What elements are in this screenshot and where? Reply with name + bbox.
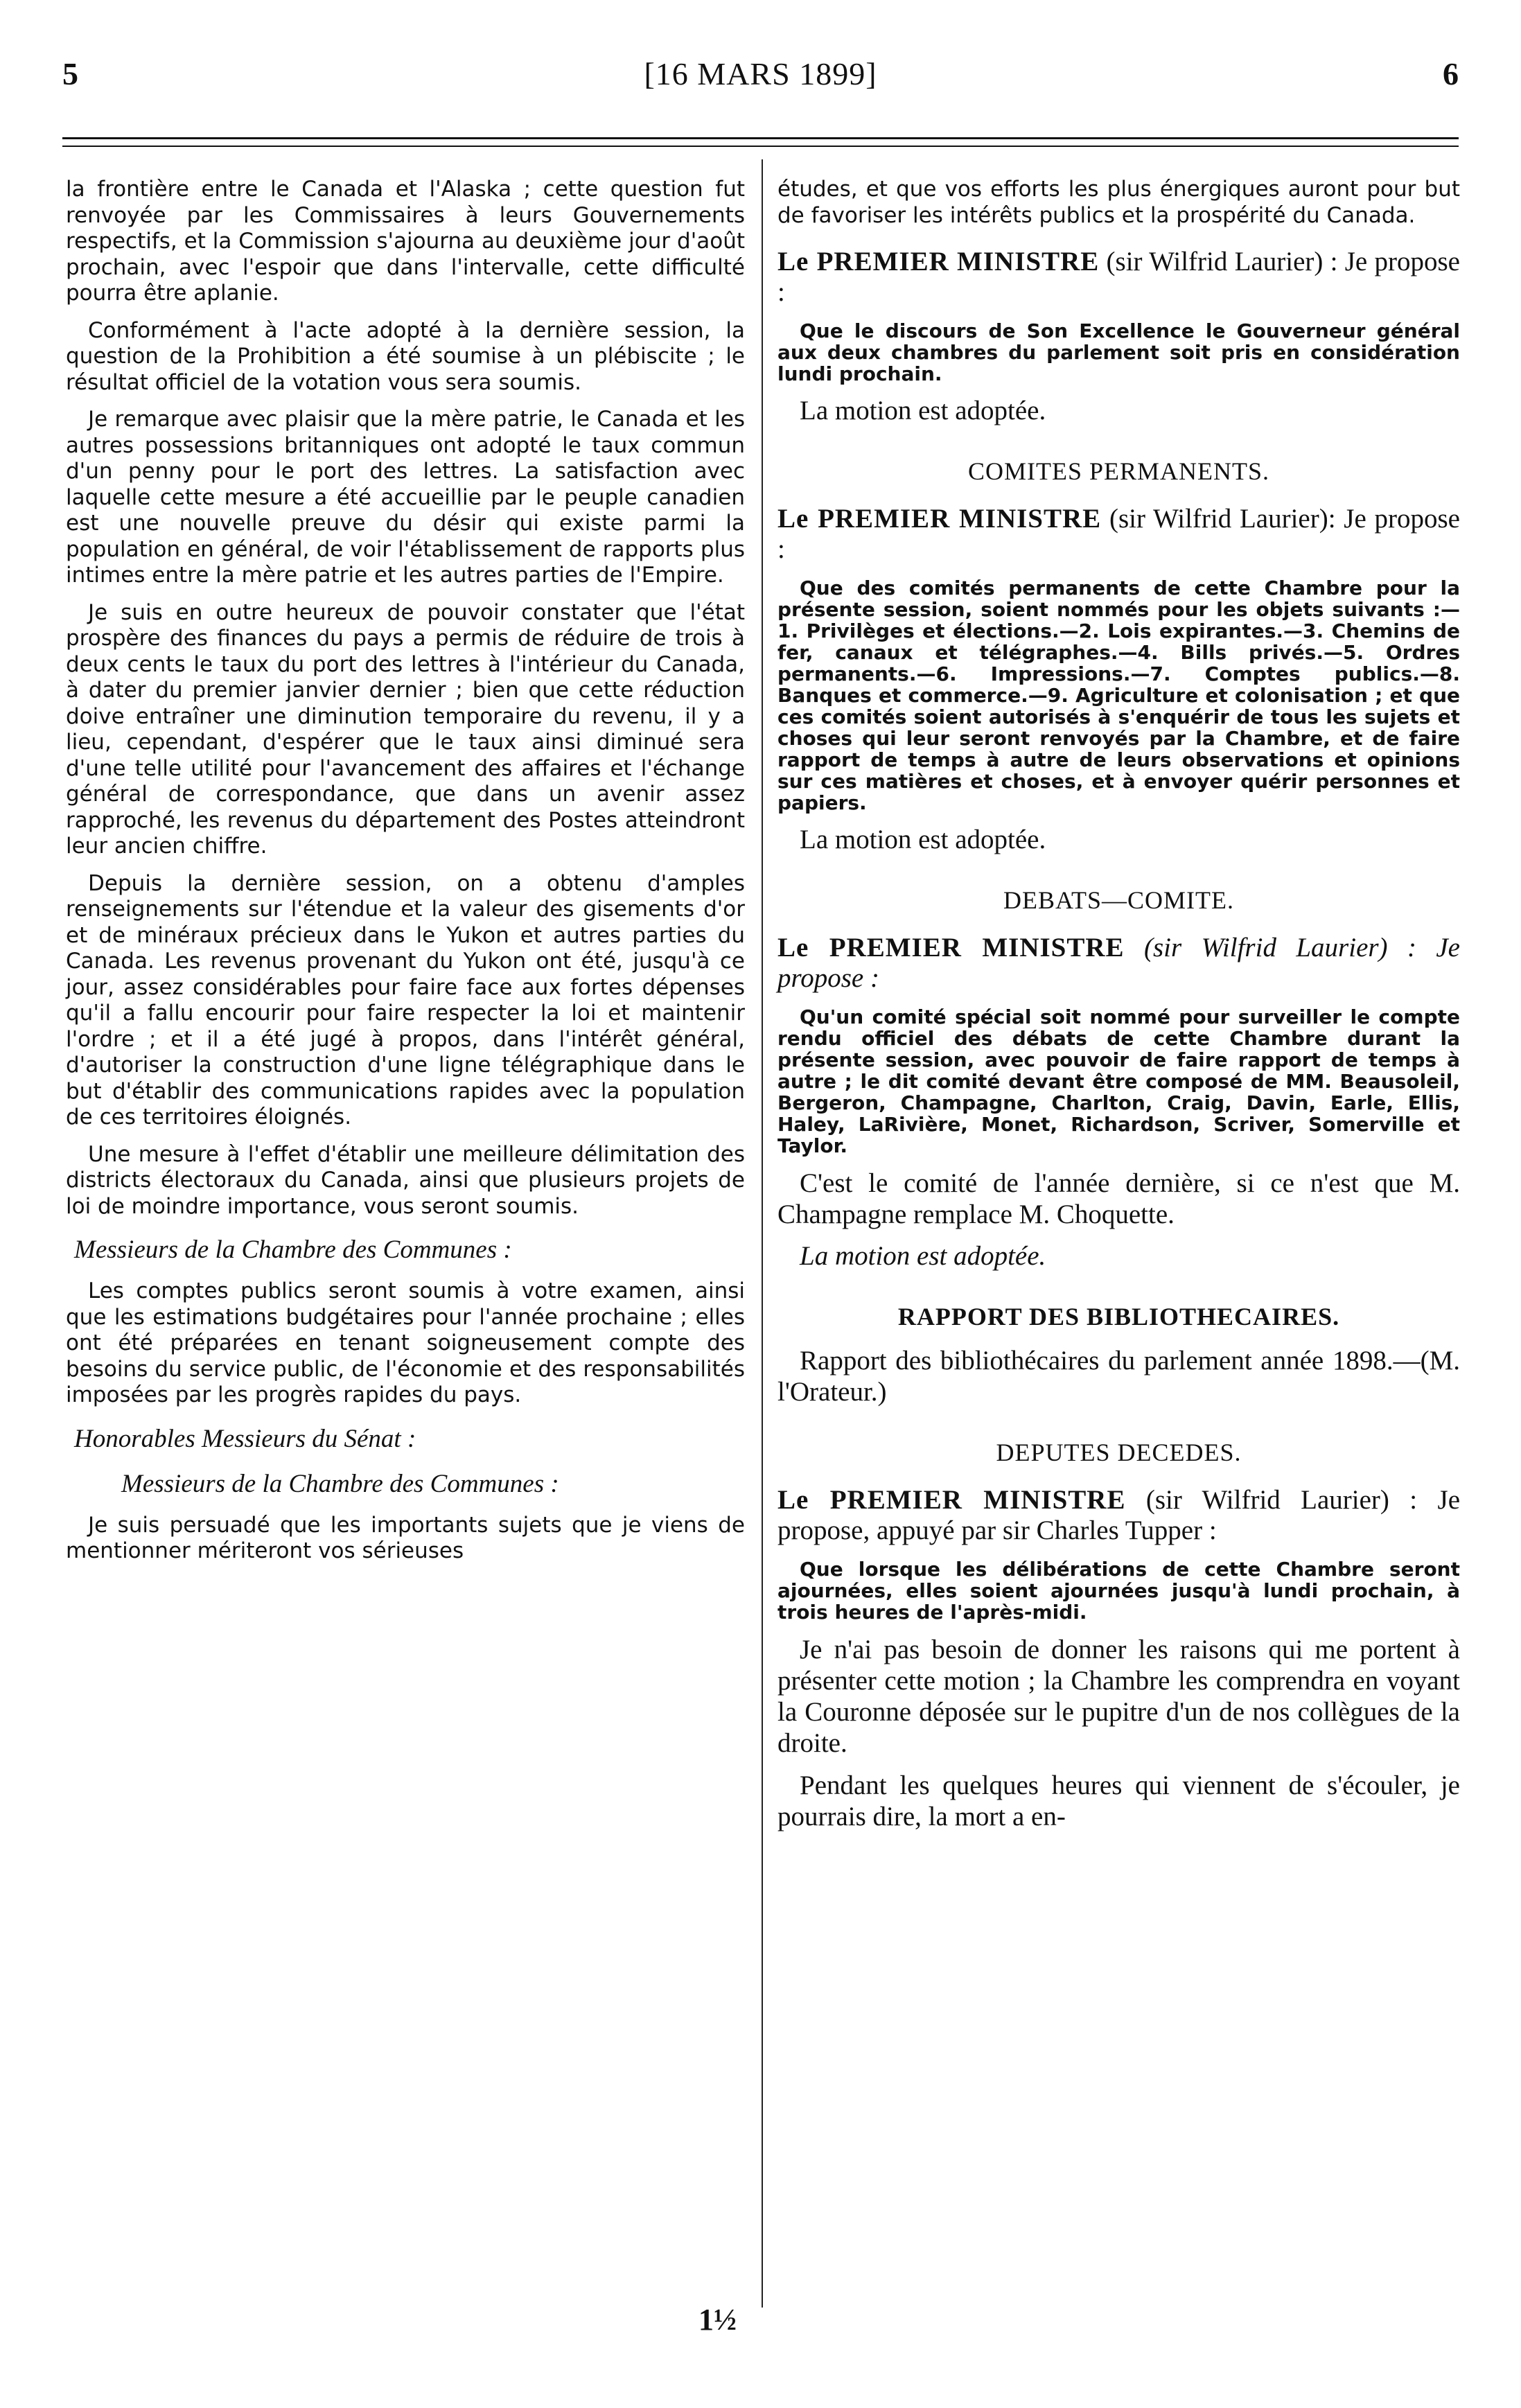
address-commons: Messieurs de la Chambre des Communes : [74,1236,512,1264]
address-senate: Honorables Messieurs du Sénat : [74,1424,416,1453]
section-heading: RAPPORT DES BIBLIOTHECAIRES. [897,1303,1340,1330]
page-number-left: 5 [62,56,78,91]
speaker-name: Le PREMIER MINISTRE [777,933,1125,963]
right-column [777,177,1460,1843]
section-heading: DEBATS—COMITE. [1003,886,1234,914]
motion-address: Que le discours de Son Excellence le Gouverneur général aux deux chambres du parlement soit pris en considération lundi prochain. [777,319,1460,385]
motion-standing-committees: Que des comités permanents de cette Chambre pour la présente session, soient nommés pour les objets suivants :—1. Privilèges et élections.—2. Lois expirantes.—3. Chemins de fer, canaux et télégraphes.—4. Bills privés.—5. Ordres permanents.—6. Impressions.—7. Comptes publics.—8. Banques et commerce.—9. Agriculture et colonisation ; et que ces comités soient autorisés à s'enquérir de tous les sujets et choses qui leur seront renvoyés par la Chambre, et de faire rapport de temps à autre de leurs observations et opinions sur ces matières et choses, et à envoyer quérir personnes et papiers. [777,577,1460,814]
header-rule [62,137,1459,139]
paragraph-librarians-report: Rapport des bibliothécaires du parlement année 1898.—(M. l'Orateur.) [777,1346,1460,1407]
speaker-rest: (sir Wilfrid Laurier) : Je propose, appuyé par sir Charles Tupper : [777,1485,1461,1545]
motion-adopted: La motion est adoptée. [800,825,1046,854]
speaker-name: Le PREMIER MINISTRE [777,1485,1126,1515]
header-date: [16 MARS 1899] [644,56,877,91]
page-number-right: 6 [1443,56,1459,91]
speaker-line [777,504,1460,565]
motion-adopted: La motion est adoptée. [800,1241,1046,1271]
paragraph-death: Pendant les quelques heures qui viennent de s'écouler, je pourrais dire, la mort a en- [777,1770,1460,1831]
paragraph-electoral-districts: Une mesure à l'effet d'établir une meilleure délimitation des districts électoraux du Canada, ainsi que plusieurs projets de loi de moindre importance, vous seront soumis. [66,1141,745,1219]
paragraph-reasons: Je n'ai pas besoin de donner les raisons qui me portent à présenter cette motion ; la Chambre les comprendra en voyant la Couronne déposée sur le pupitre d'un de nos collègues de la droite. [777,1635,1460,1758]
column-divider [762,159,763,2308]
paragraph-continuation: études, et que vos efforts les plus énergiques auront pour but de favoriser les intérêts publics et la prospérité du Canada. [777,177,1460,228]
motion-adjournment: Que lorsque les délibérations de cette Chambre seront ajournées, elles soient ajournées jusqu'à lundi prochain, à trois heures de l'après-midi. [777,1558,1460,1624]
speaker-line [777,247,1460,308]
page-header [62,55,1459,104]
paragraph-estimates: Les comptes publics seront soumis à votre examen, ainsi que les estimations budgétaires pour l'année prochaine ; elles ont été préparées en tenant soigneusement compte des besoins du service public, de l'économie et des responsabilités imposées par les progrès rapides du pays. [66,1278,745,1407]
motion-debates-committee: Qu'un comité spécial soit nommé pour surveiller le compte rendu officiel des débats de cette Chambre durant la présente session, avec pouvoir de faire rapport de temps à autre ; le dit comité devant être composé de MM. Beausoleil, Bergeron, Champagne, Charlton, Craig, Davin, Earle, Ellis, Haley, LaRivière, Monet, Richardson, Scriver, Somerville et Taylor. [777,1005,1460,1157]
paragraph-postal-rate: Je suis en outre heureux de pouvoir constater que l'état prospère des finances du pays a permis de réduire de trois à deux cents le taux du port des lettres à l'intérieur du Canada, à dater du premier janvier dernier ; bien que cette réduction doive entraîner une diminution temporaire du revenu, il y a lieu, cependant, d'espérer que le taux ainsi diminué sera d'une telle utilité pour l'avancement des affaires et l'échange général de correspondance, que dans un avenir assez rapproché, les revenus du département des Postes atteindront leur ancien chiffre. [66,599,745,859]
paragraph-prohibition: Conformément à l'acte adopté à la dernière session, la question de la Prohibition a été soumise à un plébiscite ; le résultat officiel de la votation vous sera soumis. [66,317,745,395]
section-heading: DEPUTES DECEDES. [996,1439,1242,1466]
speaker-line [777,1485,1460,1546]
paragraph-committee-note: C'est le comité de l'année dernière, si ce n'est que M. Champagne remplace M. Choquette. [777,1168,1460,1229]
speaker-line [777,933,1460,994]
speaker-name: Le PREMIER MINISTRE [777,247,1100,276]
signature-mark: 1½ [698,2303,737,2337]
speaker-name: Le PREMIER MINISTRE [777,504,1102,534]
header-rule-secondary [62,146,1459,147]
address-commons-second: Messieurs de la Chambre des Communes : [121,1469,559,1498]
paragraph-alaska: la frontière entre le Canada et l'Alaska ; cette question fut renvoyée par les Commissaires à leurs Gouvernements respectifs, et la Commission s'ajourna au deuxième jour d'août prochain, avec l'espoir que dans l'intervalle, cette difficulté pourra être aplanie. [66,177,745,306]
left-column [66,177,745,1576]
paragraph-yukon: Depuis la dernière session, on a obtenu d'amples renseignements sur l'étendue et la valeur des gisements d'or et de minéraux précieux dans le Yukon et autres parties du Canada. Les revenus provenant du Yukon ont été, jusqu'à ce jour, assez considérables pour faire face aux fortes dépenses qu'il a fallu encourir pour faire respecter la loi et maintenir l'ordre ; et il a été jugé à propos, dans l'intérêt général, d'autoriser la construction d'une ligne télégraphique dans le but d'établir des communications rapides avec la population de ces territoires éloignés. [66,870,745,1130]
paragraph-final: Je suis persuadé que les importants sujets que je viens de mentionner mériteront vos sérieuses [66,1512,745,1563]
speaker-rest: (sir Wilfrid Laurier) : Je propose : [777,933,1460,993]
paragraph-penny-postage: Je remarque avec plaisir que la mère patrie, le Canada et les autres possessions britanniques ont adopté le taux commun d'un penny pour le port des lettres. La satisfaction avec laquelle cette mesure a été accueillie par le peuple canadien est une nouvelle preuve du désir qui existe parmi la population en général, de voir l'établissement de rapports plus intimes entre la mère patrie et les autres parties de l'Empire. [66,407,745,588]
motion-adopted: La motion est adoptée. [800,396,1046,425]
speaker-rest: (sir Wilfrid Laurier) : Je propose : [777,247,1460,307]
speaker-rest: (sir Wilfrid Laurier): Je propose : [777,504,1460,564]
section-heading: COMITES PERMANENTS. [967,457,1270,485]
